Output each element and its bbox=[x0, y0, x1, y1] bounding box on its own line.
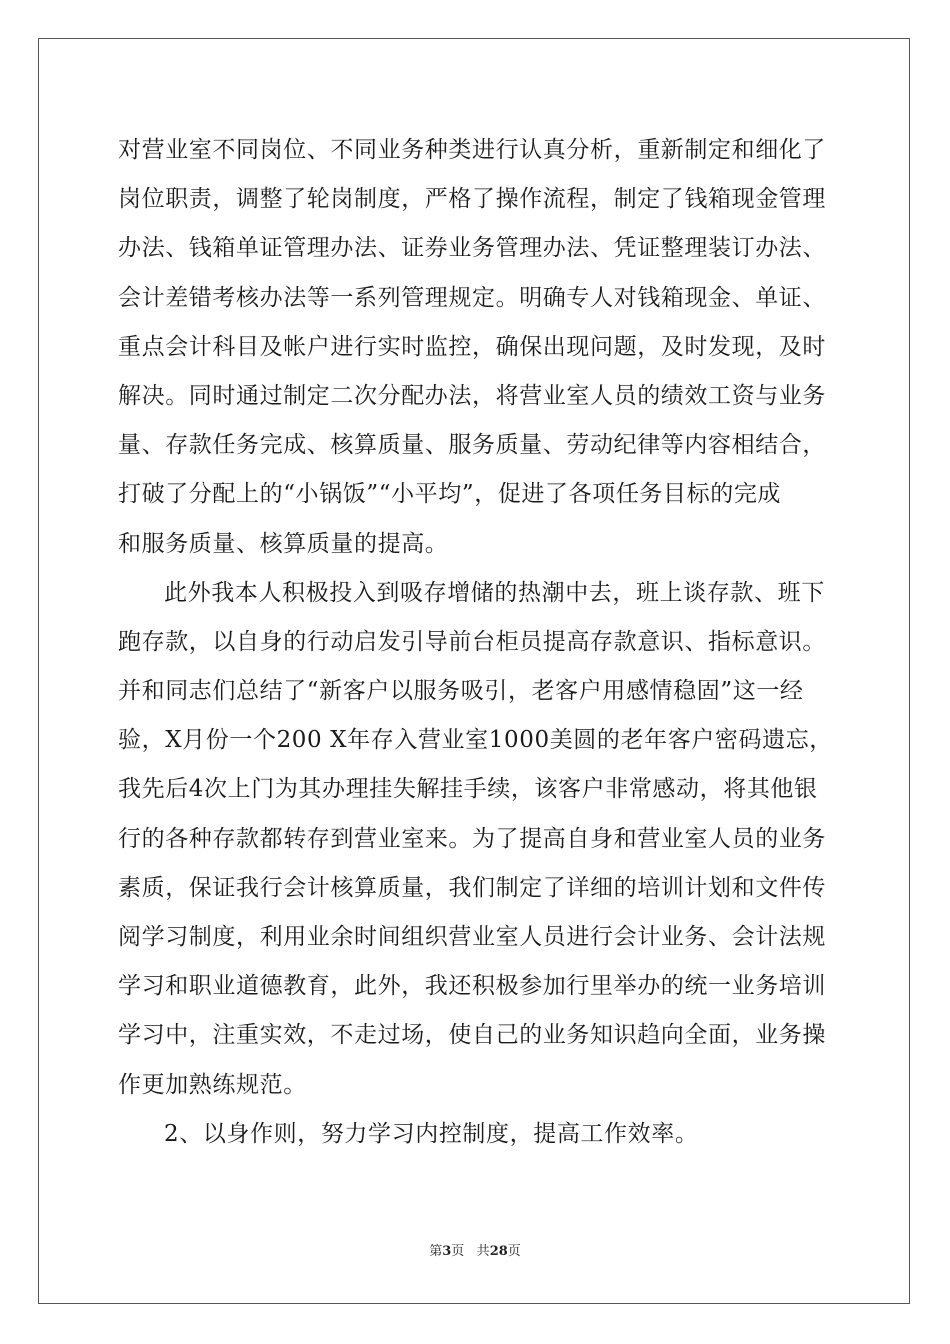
text-line: 重点会计科目及帐户进行实时监控，确保出现问题，及时发现，及时 bbox=[118, 333, 826, 360]
text-line: 和服务质量、核算质量的提高。 bbox=[118, 530, 449, 557]
text-line: 会计差错考核办法等一系列管理规定。明确专人对钱箱现金、单证、 bbox=[118, 284, 826, 311]
text-line: 作更加熟练规范。 bbox=[118, 1071, 307, 1098]
text-line: 对营业室不同岗位、不同业务种类进行认真分析，重新制定和细化了 bbox=[118, 137, 826, 163]
text-line: 行的各种存款都转存到营业室来。为了提高自身和营业室人员的业务 bbox=[118, 825, 826, 852]
current-page-number: 3 bbox=[442, 1244, 452, 1259]
paragraph-start-line: 此外我本人积极投入到吸存增储的热潮中去，班上谈存款、班下 bbox=[164, 579, 825, 606]
text-line: 学习和职业道德教育，此外，我还积极参加行里举办的统一业务培训 bbox=[118, 973, 826, 1000]
text-line: 阅学习制度，利用业余时间组织营业室人员进行会计业务、会计法规 bbox=[118, 924, 826, 950]
text-line: 岗位职责，调整了轮岗制度，严格了操作流程，制定了钱箱现金管理 bbox=[118, 186, 826, 213]
page-footer bbox=[0, 1240, 950, 1259]
footer-prefix: 第 bbox=[429, 1244, 443, 1259]
text-line: 解决。同时通过制定二次分配办法，将营业室人员的绩效工资与业务 bbox=[118, 382, 826, 409]
document-body bbox=[118, 126, 838, 1159]
text-line: 我先后4次上门为其办理挂失解挂手续，该客户非常感动，将其他银 bbox=[118, 776, 818, 803]
text-line: 打破了分配上的“小锅饭”“小平均”，促进了各项任务目标的完成 bbox=[118, 481, 782, 508]
text-line: 并和同志们总结了“新客户以服务吸引，老客户用感情稳固”这一经 bbox=[118, 678, 804, 705]
text-line: 验，X月份一个200 X年存入营业室1000美圆的老年客户密码遗忘， bbox=[118, 727, 833, 754]
total-pages-number: 28 bbox=[489, 1244, 508, 1259]
footer-total-unit: 页 bbox=[507, 1244, 521, 1259]
footer-total-prefix: 共 bbox=[476, 1244, 490, 1259]
text-line: 量、存款任务完成、核算质量、服务质量、劳动纪律等内容相结合， bbox=[118, 432, 826, 459]
text-line: 跑存款，以自身的行动启发引导前台柜员提高存款意识、指标意识。 bbox=[118, 628, 826, 655]
text-line: 素质，保证我行会计核算质量，我们制定了详细的培训计划和文件传 bbox=[118, 874, 826, 901]
text-line: 办法、钱箱单证管理办法、证券业务管理办法、凭证整理装订办法、 bbox=[118, 235, 826, 262]
footer-page-unit: 页 bbox=[451, 1244, 465, 1259]
text-line: 学习中，注重实效，不走过场，使自己的业务知识趋向全面，业务操 bbox=[118, 1022, 826, 1049]
section-heading: 2、以身作则，努力学习内控制度，提高工作效率。 bbox=[164, 1120, 699, 1147]
